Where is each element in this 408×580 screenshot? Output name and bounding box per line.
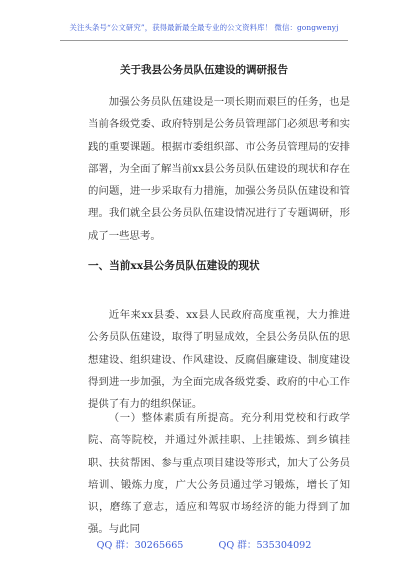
intro-paragraph: 加强公务员队伍建设是一项长期而艰巨的任务，也是当前各级党委、政府特别是公务员管理部门必须思考和实践的重要课题。根据市委组织部、市公务员管理局的安排部署，为全面了解当前xx县公务员队伍建设的现状和存在的问题，进一步采取有力措施，加强公务员队伍建设和管理。我们就全县公务员队伍建设情况进行了专题调研，形成了一些思考。	[88, 96, 350, 242]
section-heading-1: 一、当前xx县公务员队伍建设的现状	[88, 260, 260, 272]
footer	[0, 537, 408, 551]
footer-qq-group-2: QQ 群：535304092	[218, 540, 312, 551]
section-1-paragraph: 近年来xx县委、xx县人民政府高度重视，大力推进公务员队伍建设，取得了明显成效，全县公务员队伍的思想建设、组织建设、作风建设、反腐倡廉建设、制度建设得到进一步加强，为全面完成各级党委、政府的中心工作提供了有力的组织保证。	[88, 309, 350, 411]
document-title: 关于我县公务员队伍建设的调研报告	[120, 64, 288, 76]
footer-qq-group-1: QQ 群：30265665	[96, 540, 184, 551]
header-banner: 关注头条号“公文研究”，获得最新最全最专业的公文资料库！ 微信：gongwenyj	[69, 23, 339, 32]
header-divider	[60, 40, 348, 41]
subsection-1-paragraph: （一）整体素质有所提高。充分利用党校和行政学院、高等院校，并通过外派挂职、上挂锻炼、到乡镇挂职、扶贫帮困、参与重点项目建设等形式，加大了公务员培训、锻炼力度，广大公务员通过学习锻炼，增长了知识，磨练了意志，适应和驾驭市场经济的能力得到了加强。与此同	[88, 412, 350, 536]
